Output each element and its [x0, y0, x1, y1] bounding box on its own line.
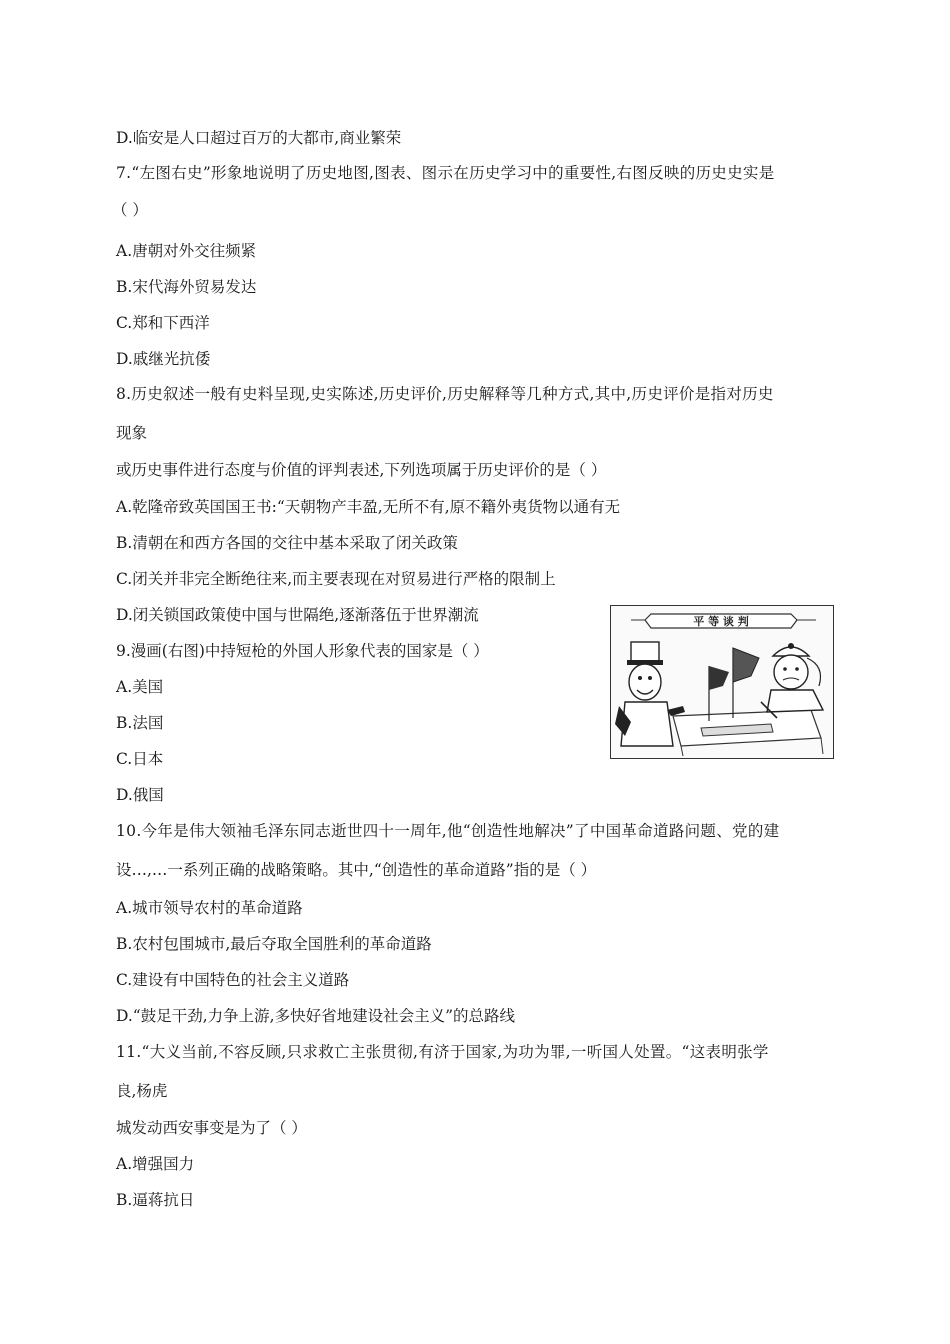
q8-option-d: D.闭关锁国政策使中国与世隔绝,逐渐落伍于世界潮流: [116, 606, 479, 624]
q9-option-b: B.法国: [116, 714, 164, 732]
q10-stem-line1: 10.今年是伟大领袖毛泽东同志逝世四十一周年,他“创造性地解决”了中国革命道路问题、党的建: [116, 822, 780, 840]
q10-option-a: A.城市领导农村的革命道路: [116, 899, 303, 917]
q11-option-a: A.增强国力: [116, 1155, 195, 1173]
q7-option-d: D.戚继光抗倭: [116, 350, 211, 368]
q11-stem-line2: 良,杨虎: [116, 1082, 168, 1100]
q8-option-b: B.清朝在和西方各国的交往中基本采取了闭关政策: [116, 534, 458, 552]
cartoon-illustration: [611, 606, 833, 758]
cartoon-banner-text: 平 等 谈 判: [693, 615, 749, 628]
q11-option-b: B.逼蒋抗日: [116, 1191, 195, 1209]
q8-stem-line1: 8.历史叙述一般有史料呈现,史实陈述,历史评价,历史解释等几种方式,其中,历史评价是指对历史: [116, 385, 774, 403]
q7-stem: 7.“左图右史”形象地说明了历史地图,图表、图示在历史学习中的重要性,右图反映的历史史实是: [116, 164, 775, 182]
q9-option-c: C.日本: [116, 750, 164, 768]
q7-option-c: C.郑和下西洋: [116, 314, 210, 332]
q6-option-d: D.临安是人口超过百万的大都市,商业繁荣: [116, 129, 402, 147]
q8-stem-line3: 或历史事件进行态度与价值的评判表述,下列选项属于历史评价的是（ ）: [116, 461, 607, 479]
q9-option-d: D.俄国: [116, 786, 164, 804]
q11-stem-line3: 城发动西安事变是为了（ ）: [116, 1119, 307, 1137]
q10-option-d: D.“鼓足干劲,力争上游,多快好省地建设社会主义”的总路线: [116, 1007, 516, 1025]
q10-stem-line2: 设…,…一系列正确的战略策略。其中,“创造性的革命道路”指的是（ ）: [116, 861, 597, 879]
q10-option-c: C.建设有中国特色的社会主义道路: [116, 971, 350, 989]
q7-option-a: A.唐朝对外交往频紧: [116, 242, 257, 260]
q7-option-b: B.宋代海外贸易发达: [116, 278, 257, 296]
q8-option-a: A.乾隆帝致英国国王书:“天朝物产丰盈,无所不有,原不籍外夷货物以通有无: [116, 498, 621, 516]
q9-option-a: A.美国: [116, 678, 164, 696]
q7-blank: （ ）: [112, 201, 148, 219]
q11-stem-line1: 11.“大义当前,不容反顾,只求救亡主张贯彻,有济于国家,为功为罪,一听国人处置。“这表明张学: [116, 1043, 769, 1061]
q8-option-c: C.闭关并非完全断绝往来,而主要表现在对贸易进行严格的限制上: [116, 570, 556, 588]
negotiation-cartoon: [610, 605, 834, 759]
q10-option-b: B.农村包围城市,最后夺取全国胜利的革命道路: [116, 935, 432, 953]
q8-stem-line2: 现象: [116, 424, 148, 442]
q9-stem: 9.漫画(右图)中持短枪的外国人形象代表的国家是（ ）: [116, 642, 489, 660]
